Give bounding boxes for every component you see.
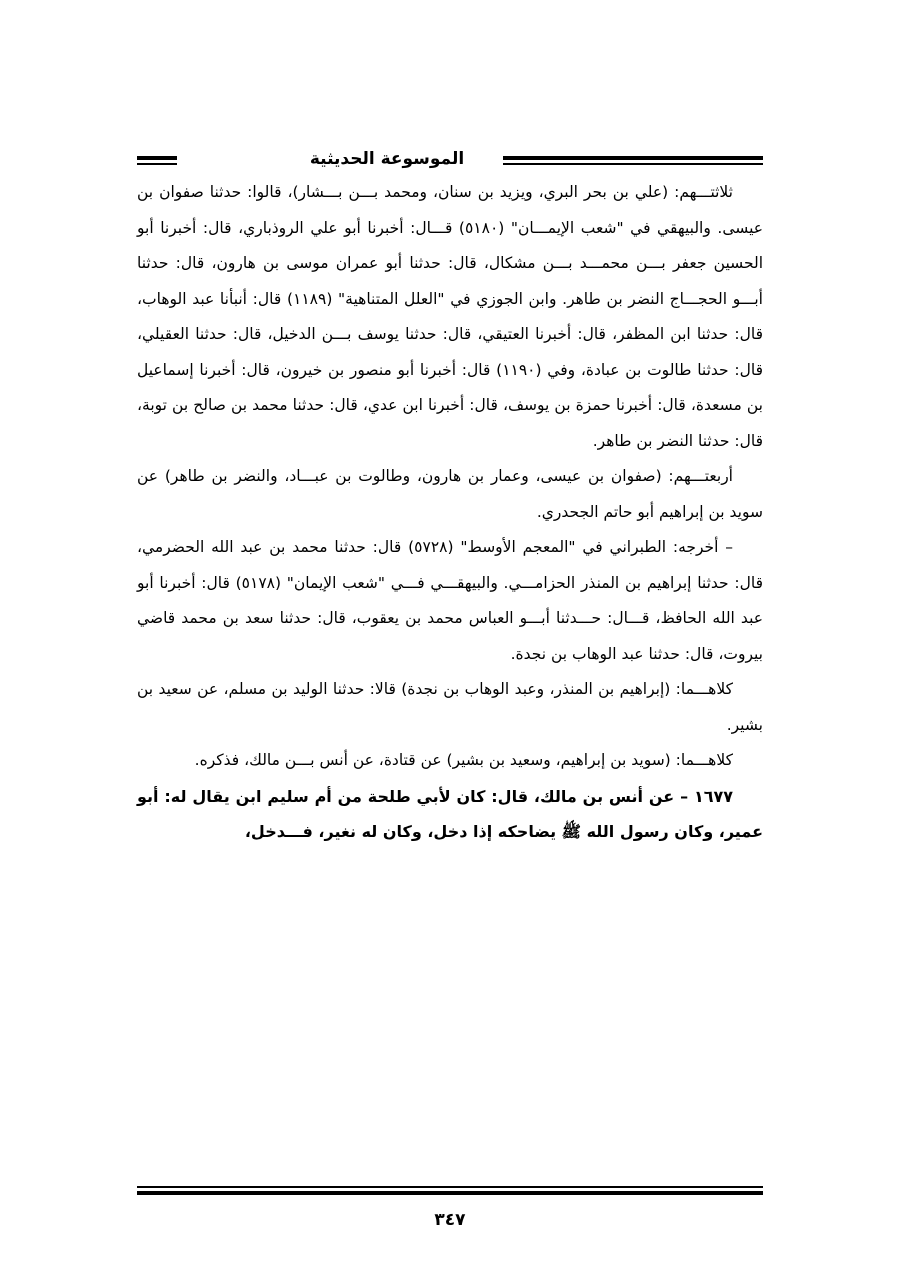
paragraph-both-one: كلاهـــما: (إبراهيم بن المنذر، وعبد الوهاب بن نجدة) قالا: حدثنا الوليد بن مسلم، عن سعيد بن بشير. — [137, 680, 763, 734]
paragraph-chain-three: ثلاثتـــهم: (علي بن بحر البري، ويزيد بن سنان، ومحمد بـــن بـــشار)، قالوا: حدثنا صفوان بن عيسى. والبيهقي في "شعب الإيمـــان" (٥١٨٠) قـــال: أخبرنا أبو علي الروذباري، قال: أخبرنا أبو الحسين جعفر بـــن محمـــد بـــن مشكال، قال: حدثنا أبو عمران موسى بن هارون، قال: حدثنا أبـــو الحجـــاج النضر بن طاهر. وابن الجوزي في "العلل المتناهية" (١١٨٩) قال: أنبأنا عبد الوهاب، قال: حدثنا ابن المظفر، قال: أخبرنا العتيقي، قال: حدثنا يوسف بـــن الدخيل، قال: حدثنا العقيلي، قال: حدثنا طالوت بن عبادة، وفي (١١٩٠) قال: أخبرنا أبو منصور بن خيرون، قال: أخبرنا إسماعيل بن مسعدة، قال: أخبرنا حمزة بن يوسف، قال: أخبرنا ابن عدي، قال: حدثنا محمد بن صالح بن توبة، قال: حدثنا النضر بن طاهر. — [137, 183, 764, 450]
paragraph-chain-four: أربعتـــهم: (صفوان بن عيسى، وعمار بن هارون، وطالوت بن عبـــاد، والنضر بن طاهر) عن سويد بن إبراهيم أبو حاتم الجحدري. — [137, 467, 763, 521]
footer-rule — [137, 1186, 763, 1195]
page-body — [137, 175, 763, 850]
header-title: الموسوعة الحديثية — [306, 146, 468, 172]
paragraph-both-two: كلاهـــما: (سويد بن إبراهيم، وسعيد بن بشير) عن قتادة، عن أنس بـــن مالك، فذكره. — [194, 751, 733, 769]
header-rule-right — [503, 156, 763, 165]
running-header — [137, 146, 763, 172]
paragraph-takhrij: – أخرجه: الطبراني في "المعجم الأوسط" (٥٧٢٨) قال: حدثنا محمد بن عبد الله الحضرمي، قال: حدثنا إبراهيم بن المنذر الحزامـــي. والبيهقـــي فـــي "شعب الإيمان" (٥١٧٨) قال: أخبرنا أبو عبد الله الحافظ، قـــال: حـــدثنا أبـــو العباس محمد بن يعقوب، قال: حدثنا سعد بن محمد قاضي بيروت، قال: حدثنا عبد الوهاب بن نجدة. — [137, 538, 763, 663]
hadith-1677: ١٦٧٧ – عن أنس بن مالك، قال: كان لأبي طلحة من أم سليم ابن يقال له: أبو عمير، وكان رسول الله ﷺ يضاحكه إذا دخل، وكان له نغير، فـــدخل، — [137, 786, 763, 841]
page-number: ٣٤٧ — [434, 1210, 466, 1230]
header-rule-left — [137, 156, 177, 165]
